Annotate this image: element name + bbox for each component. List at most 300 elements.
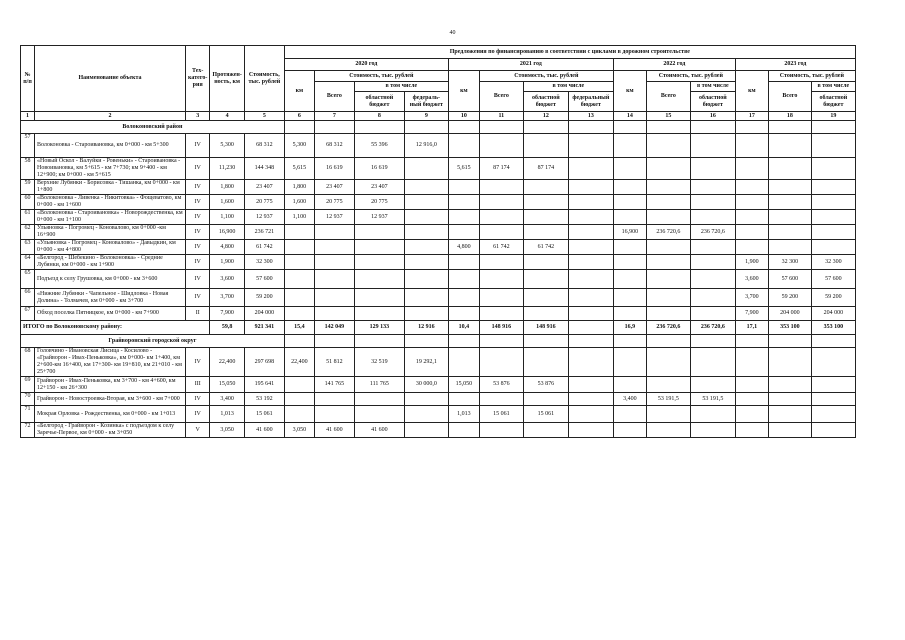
length: 1,800: [210, 180, 244, 195]
value-cell: [568, 134, 613, 158]
value-cell: [646, 348, 690, 377]
value-cell: [690, 270, 735, 289]
value-cell: [613, 195, 646, 210]
table-cell: [284, 335, 314, 348]
value-cell: 87 174: [523, 158, 568, 180]
header-year-2022: 2022 год: [613, 59, 735, 71]
table-cell: [646, 335, 690, 348]
object-name: Головчино - Ивановская Лисица - Косилово - «Грайворон - Ивах-Пеньковка», км 0+000- км 1+400, км 2+600-км 16+400, км 17+300- км 19+810, км 21+010 - км 25+700: [35, 348, 186, 377]
value-cell: [404, 195, 448, 210]
value-cell: [404, 307, 448, 321]
table-cell: [568, 121, 613, 134]
section-row: [21, 121, 856, 134]
value-cell: 19 292,1: [404, 348, 448, 377]
value-cell: [646, 210, 690, 225]
value-cell: [646, 307, 690, 321]
total-value: 236 720,6: [690, 321, 735, 335]
value-cell: [448, 195, 479, 210]
table-cell: [284, 121, 314, 134]
value-cell: [314, 255, 354, 270]
value-cell: 59 200: [768, 289, 811, 307]
column-number-row: [21, 112, 856, 121]
table-cell: [646, 121, 690, 134]
value-cell: 3,400: [613, 393, 646, 406]
value-cell: 51 812: [314, 348, 354, 377]
total-length: 59,8: [210, 321, 244, 335]
length: 1,100: [210, 210, 244, 225]
value-cell: [690, 180, 735, 195]
value-cell: [690, 134, 735, 158]
header-incl-2023: в том числе: [811, 82, 855, 92]
category: IV: [186, 225, 210, 240]
cost: 57 600: [244, 270, 284, 289]
column-number: 8: [354, 112, 404, 121]
value-cell: [448, 255, 479, 270]
row-number: 60: [21, 195, 35, 210]
value-cell: [690, 423, 735, 438]
value-cell: [448, 307, 479, 321]
value-cell: 22,400: [284, 348, 314, 377]
value-cell: [523, 180, 568, 195]
value-cell: 236 720,6: [646, 225, 690, 240]
value-cell: [768, 134, 811, 158]
total-row: [21, 321, 856, 335]
value-cell: [568, 195, 613, 210]
column-number: 5: [244, 112, 284, 121]
header-proposals: Предложения по финансированию в соответствии с циклами в дорожном строительстве: [284, 46, 855, 59]
value-cell: [479, 289, 523, 307]
value-cell: 111 765: [354, 377, 404, 393]
table-cell: [811, 335, 855, 348]
value-cell: [448, 348, 479, 377]
value-cell: 3,050: [284, 423, 314, 438]
value-cell: [735, 393, 768, 406]
row-number: 66: [21, 289, 35, 307]
value-cell: [768, 240, 811, 255]
value-cell: [646, 255, 690, 270]
cost: 144 348: [244, 158, 284, 180]
category: II: [186, 307, 210, 321]
value-cell: [811, 225, 855, 240]
value-cell: 53 876: [479, 377, 523, 393]
table-cell: [690, 121, 735, 134]
column-number: 16: [690, 112, 735, 121]
value-cell: [646, 180, 690, 195]
cost: 61 742: [244, 240, 284, 255]
value-cell: [768, 406, 811, 423]
column-number: 6: [284, 112, 314, 121]
value-cell: [811, 240, 855, 255]
total-value: 148 916: [523, 321, 568, 335]
object-name: «Белгород - Грайворон - Козинка» с подъездом к селу Заречье-Первое, км 0+000 - км 3+050: [35, 423, 186, 438]
value-cell: [768, 158, 811, 180]
page-number: 40: [449, 30, 456, 36]
header-category: Тех- катего- рия: [186, 46, 210, 112]
value-cell: [404, 270, 448, 289]
value-cell: 61 742: [523, 240, 568, 255]
column-number: 3: [186, 112, 210, 121]
value-cell: [613, 289, 646, 307]
object-name: Ульяновка - Погромец - Коновалово, км 0+000 -км 16+900: [35, 225, 186, 240]
object-name: «Нижние Лубянки - Чапельное - Шидловка - Новая Долина» - Толмачев, км 0+000 - км 3+700: [35, 289, 186, 307]
total-value: 353 100: [768, 321, 811, 335]
length: 3,400: [210, 393, 244, 406]
value-cell: [613, 406, 646, 423]
table-cell: [735, 121, 768, 134]
category: IV: [186, 406, 210, 423]
table-row: [21, 255, 856, 270]
value-cell: 61 742: [479, 240, 523, 255]
value-cell: [479, 307, 523, 321]
column-number: 18: [768, 112, 811, 121]
value-cell: [735, 240, 768, 255]
table-row: [21, 377, 856, 393]
header-number: № п/п: [21, 46, 35, 112]
table-row: [21, 393, 856, 406]
row-number: 64: [21, 255, 35, 270]
value-cell: [811, 210, 855, 225]
header-year-2020: 2020 год: [284, 59, 448, 71]
value-cell: [354, 393, 404, 406]
value-cell: [404, 406, 448, 423]
object-name: Верхние Лубянки - Борисовка - Тишанка, км 0+000 - км 1+800: [35, 180, 186, 195]
value-cell: [613, 210, 646, 225]
value-cell: [448, 210, 479, 225]
row-number: 70: [21, 393, 35, 406]
object-name: Грайворон - Ивах-Пеньковка, км 3+700 - км 4+600, км 12+150 - км 26+300: [35, 377, 186, 393]
length: 4,800: [210, 240, 244, 255]
table-cell: [523, 121, 568, 134]
value-cell: [314, 240, 354, 255]
cost: 20 775: [244, 195, 284, 210]
column-number: 1: [21, 112, 35, 121]
value-cell: [523, 255, 568, 270]
value-cell: [523, 210, 568, 225]
value-cell: [811, 195, 855, 210]
value-cell: [284, 393, 314, 406]
value-cell: [811, 348, 855, 377]
column-number: 9: [404, 112, 448, 121]
total-value: 129 133: [354, 321, 404, 335]
value-cell: 141 765: [314, 377, 354, 393]
row-number: 68: [21, 348, 35, 377]
length: 3,600: [210, 270, 244, 289]
value-cell: [404, 289, 448, 307]
category: IV: [186, 210, 210, 225]
value-cell: [568, 255, 613, 270]
value-cell: [613, 158, 646, 180]
length: 3,050: [210, 423, 244, 438]
row-number: 67: [21, 307, 35, 321]
value-cell: [523, 393, 568, 406]
value-cell: 3,600: [735, 270, 768, 289]
header-total-2021: Всего: [479, 82, 523, 112]
value-cell: [613, 307, 646, 321]
total-value: 148 916: [479, 321, 523, 335]
row-number: 72: [21, 423, 35, 438]
value-cell: [404, 240, 448, 255]
value-cell: [613, 270, 646, 289]
value-cell: [613, 377, 646, 393]
header-total-2022: Всего: [646, 82, 690, 112]
value-cell: [735, 406, 768, 423]
header-incl-2020: в том числе: [354, 82, 448, 92]
table-cell: [404, 335, 448, 348]
value-cell: 3,700: [735, 289, 768, 307]
section-title: Волоконовский район: [21, 121, 285, 134]
value-cell: [690, 289, 735, 307]
value-cell: 7,900: [735, 307, 768, 321]
value-cell: [314, 289, 354, 307]
value-cell: 16 619: [354, 158, 404, 180]
cost: 68 312: [244, 134, 284, 158]
object-name: «Волоконовка - Староивановка» - Новорождественка, км 0+000 - км 1+100: [35, 210, 186, 225]
object-name: Подъезд к селу Грушовка, км 0+000 - км 3+600: [35, 270, 186, 289]
value-cell: [448, 180, 479, 195]
value-cell: 53 191,5: [690, 393, 735, 406]
value-cell: [284, 406, 314, 423]
value-cell: [354, 406, 404, 423]
header-year-2021: 2021 год: [448, 59, 613, 71]
header-name: Наименование объекта: [35, 46, 186, 112]
cost: 297 698: [244, 348, 284, 377]
value-cell: 5,615: [284, 158, 314, 180]
row-number: 69: [21, 377, 35, 393]
object-name: «Новый Оскол - Валуйки - Ровеньки» - Староивановка - Новоивановка, км 5+615 - км 7+730; км 9+400 - км 12+900; км 0+000 - км 5+615: [35, 158, 186, 180]
value-cell: 12 937: [354, 210, 404, 225]
value-cell: 32 519: [354, 348, 404, 377]
total-cost: 921 341: [244, 321, 284, 335]
row-number: 58: [21, 158, 35, 180]
total-value: 236 720,6: [646, 321, 690, 335]
length: 15,050: [210, 377, 244, 393]
value-cell: [768, 348, 811, 377]
value-cell: [690, 406, 735, 423]
table-cell: [479, 335, 523, 348]
value-cell: [523, 348, 568, 377]
value-cell: [404, 255, 448, 270]
value-cell: [284, 307, 314, 321]
table-row: [21, 158, 856, 180]
value-cell: 57 600: [811, 270, 855, 289]
column-number: 17: [735, 112, 768, 121]
value-cell: [613, 134, 646, 158]
value-cell: [479, 210, 523, 225]
table-cell: [613, 121, 646, 134]
object-name: Обход поселка Пятницкое, км 0+000 - км 7+900: [35, 307, 186, 321]
value-cell: [568, 393, 613, 406]
row-number: 63: [21, 240, 35, 255]
value-cell: [690, 255, 735, 270]
value-cell: [690, 377, 735, 393]
header-regional-2020: областной бюджет: [354, 92, 404, 112]
cost: 12 937: [244, 210, 284, 225]
table-cell: [314, 335, 354, 348]
value-cell: [448, 270, 479, 289]
value-cell: 41 600: [314, 423, 354, 438]
value-cell: [314, 307, 354, 321]
table-cell: [523, 335, 568, 348]
length: 22,400: [210, 348, 244, 377]
value-cell: [568, 423, 613, 438]
table-row: [21, 348, 856, 377]
value-cell: [314, 406, 354, 423]
value-cell: [735, 195, 768, 210]
section-title: Грайворонский городской округ: [21, 335, 285, 348]
category: III: [186, 377, 210, 393]
value-cell: [613, 180, 646, 195]
total-value: 10,4: [448, 321, 479, 335]
value-cell: [314, 225, 354, 240]
value-cell: 16 619: [314, 158, 354, 180]
table-cell: [690, 335, 735, 348]
value-cell: [523, 289, 568, 307]
value-cell: [568, 377, 613, 393]
value-cell: [690, 307, 735, 321]
value-cell: [768, 210, 811, 225]
value-cell: [284, 255, 314, 270]
table-row: [21, 210, 856, 225]
value-cell: [613, 240, 646, 255]
total-label: ИТОГО по Волоконовскому району:: [21, 321, 210, 335]
category: IV: [186, 289, 210, 307]
value-cell: 23 407: [354, 180, 404, 195]
length: 5,300: [210, 134, 244, 158]
category: IV: [186, 348, 210, 377]
value-cell: [354, 307, 404, 321]
category: IV: [186, 134, 210, 158]
value-cell: 1,600: [284, 195, 314, 210]
value-cell: [768, 195, 811, 210]
column-number: 13: [568, 112, 613, 121]
value-cell: [735, 134, 768, 158]
value-cell: [448, 225, 479, 240]
value-cell: [448, 289, 479, 307]
column-number: 19: [811, 112, 855, 121]
value-cell: [284, 270, 314, 289]
value-cell: 204 000: [768, 307, 811, 321]
value-cell: 236 720,6: [690, 225, 735, 240]
value-cell: [479, 348, 523, 377]
cost: 23 407: [244, 180, 284, 195]
value-cell: 53 191,5: [646, 393, 690, 406]
table-row: [21, 423, 856, 438]
value-cell: [646, 406, 690, 423]
row-number: 65: [21, 270, 35, 289]
value-cell: 53 876: [523, 377, 568, 393]
table-cell: [354, 335, 404, 348]
value-cell: [404, 158, 448, 180]
value-cell: 12 937: [314, 210, 354, 225]
object-name: Мокрая Орловка - Рождественка, км 0+000 - км 1+013: [35, 406, 186, 423]
table-row: [21, 195, 856, 210]
value-cell: [646, 423, 690, 438]
value-cell: 68 312: [314, 134, 354, 158]
column-number: 4: [210, 112, 244, 121]
column-number: 2: [35, 112, 186, 121]
value-cell: [568, 225, 613, 240]
row-number: 61: [21, 210, 35, 225]
value-cell: [811, 180, 855, 195]
value-cell: [568, 270, 613, 289]
value-cell: [523, 134, 568, 158]
value-cell: 16,900: [613, 225, 646, 240]
row-number: 71: [21, 406, 35, 423]
value-cell: [284, 377, 314, 393]
value-cell: [646, 270, 690, 289]
table-cell: [448, 335, 479, 348]
header-year-2023: 2023 год: [735, 59, 855, 71]
value-cell: [354, 255, 404, 270]
value-cell: [479, 134, 523, 158]
value-cell: 12 916,0: [404, 134, 448, 158]
value-cell: [523, 225, 568, 240]
value-cell: 23 407: [314, 180, 354, 195]
value-cell: [354, 270, 404, 289]
value-cell: 55 396: [354, 134, 404, 158]
table-cell: [735, 335, 768, 348]
value-cell: [568, 240, 613, 255]
object-name: Волоконовка - Староивановка, км 0+000 - км 5+300: [35, 134, 186, 158]
value-cell: [523, 195, 568, 210]
value-cell: [646, 134, 690, 158]
value-cell: [568, 158, 613, 180]
value-cell: [735, 423, 768, 438]
column-number: 12: [523, 112, 568, 121]
category: IV: [186, 393, 210, 406]
object-name: «Белгород - Шебекино - Волоконовка» - Средние Лубянки, км 0+000 - км 1+900: [35, 255, 186, 270]
value-cell: [479, 423, 523, 438]
value-cell: [811, 393, 855, 406]
value-cell: [646, 195, 690, 210]
table-cell: [314, 121, 354, 134]
value-cell: [735, 225, 768, 240]
cost: 59 200: [244, 289, 284, 307]
value-cell: 30 000,0: [404, 377, 448, 393]
value-cell: 1,900: [735, 255, 768, 270]
value-cell: 59 200: [811, 289, 855, 307]
row-number: 57: [21, 134, 35, 158]
category: IV: [186, 270, 210, 289]
value-cell: [448, 423, 479, 438]
header-km-2022: км: [613, 71, 646, 112]
header-cost: Стоимость, тыс. рублей: [244, 46, 284, 112]
total-value: 15,4: [284, 321, 314, 335]
table-row: [21, 406, 856, 423]
table-row: [21, 225, 856, 240]
header-incl-2021: в том числе: [523, 82, 613, 92]
length: 1,013: [210, 406, 244, 423]
value-cell: 15 061: [523, 406, 568, 423]
table-cell: [479, 121, 523, 134]
value-cell: 32 300: [811, 255, 855, 270]
value-cell: 5,615: [448, 158, 479, 180]
value-cell: [735, 180, 768, 195]
value-cell: [448, 134, 479, 158]
value-cell: [690, 240, 735, 255]
table-cell: [768, 335, 811, 348]
table-row: [21, 289, 856, 307]
length: 1,600: [210, 195, 244, 210]
cost: 195 641: [244, 377, 284, 393]
header-regional-2022: областной бюджет: [690, 92, 735, 112]
length: 11,230: [210, 158, 244, 180]
value-cell: [354, 240, 404, 255]
value-cell: 15 061: [479, 406, 523, 423]
table-row: [21, 270, 856, 289]
category: IV: [186, 180, 210, 195]
value-cell: [613, 423, 646, 438]
